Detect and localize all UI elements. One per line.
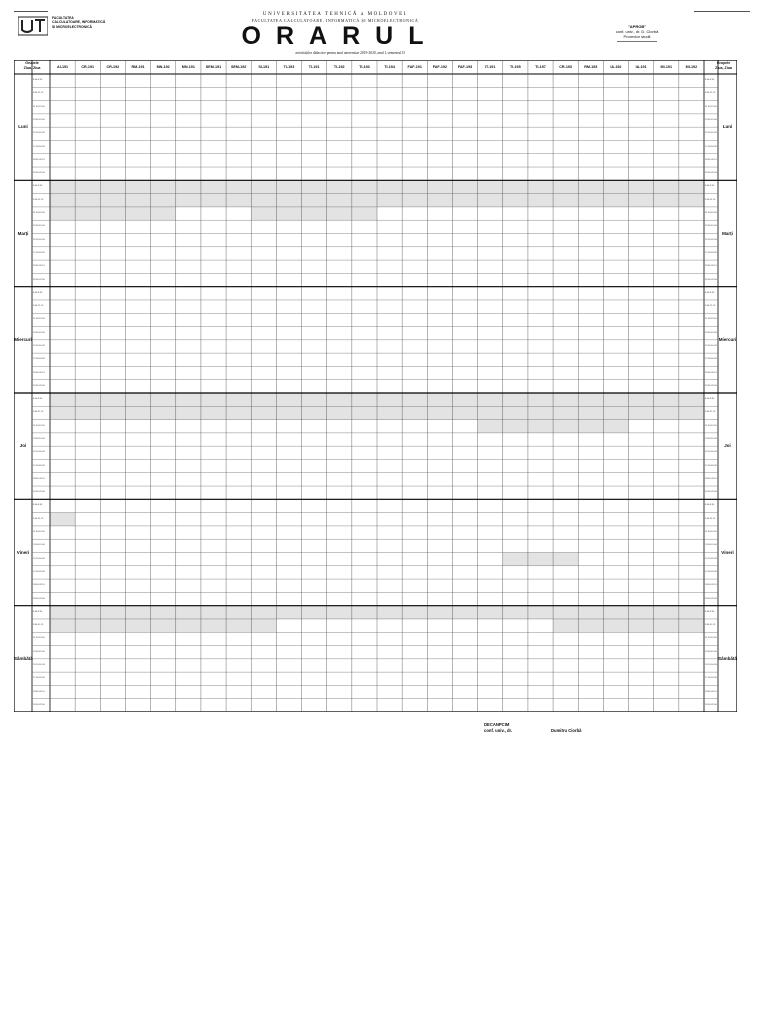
group-header: RM-193 — [584, 65, 598, 69]
time-slot-label: 8.00-9.30 — [705, 504, 715, 507]
time-slot-label: 9.45-11.15 — [33, 305, 44, 308]
day-label: Joi — [19, 443, 27, 449]
time-slot-label: 20.30-22.00 — [33, 597, 45, 600]
time-slot-label: 9.45-11.15 — [705, 624, 716, 627]
timetable-lines — [14, 60, 737, 712]
group-header: TI-197 — [535, 65, 546, 69]
time-slot-label: 11.30-13.00 — [705, 318, 717, 321]
group-header: MN-191 — [181, 65, 195, 69]
time-slot-label: 9.45-11.15 — [705, 198, 716, 201]
time-slot-label: 20.30-22.00 — [33, 703, 45, 706]
group-header: CR-193 — [559, 65, 572, 69]
day-label: Vineri — [721, 549, 734, 555]
time-slot-label: 8.00-9.30 — [705, 79, 715, 82]
time-slot-label: 17.00-18.30 — [705, 677, 717, 680]
time-slot-label: 17.00-18.30 — [33, 677, 45, 680]
approval-role: Prorector studii — [623, 34, 651, 39]
group-header: CR-192 — [106, 65, 120, 69]
time-slot-label: 15.15-16.45 — [705, 557, 717, 560]
group-header: FAF-191 — [407, 65, 422, 69]
group-header: TI-192 — [333, 65, 345, 69]
lecture-block — [50, 619, 276, 632]
time-slot-label: 9.45-11.15 — [33, 92, 44, 95]
time-slot-label: 20.30-22.00 — [705, 703, 717, 706]
dean-name: Dumitru Ciorbă — [551, 728, 582, 733]
time-slot-label: 9.45-11.15 — [33, 198, 44, 201]
time-slot-label: 15.15-16.45 — [33, 132, 45, 135]
group-header: MN-192 — [156, 65, 170, 69]
time-slot-label: 13.30-15.00 — [33, 225, 45, 228]
time-slot-label: 17.00-18.30 — [33, 358, 45, 361]
time-slot-label: 20.30-22.00 — [33, 278, 45, 281]
header-rule-right — [694, 11, 750, 12]
group-header: RM-191 — [131, 65, 145, 69]
time-slot-label: 18.45-20.15 — [705, 158, 717, 161]
logo-line-2: CALCULATOARE, INFORMATICĂ — [52, 20, 106, 25]
group-header: TI-194 — [384, 65, 395, 69]
time-slot-label: 8.00-9.30 — [705, 291, 715, 294]
time-slot-label: 8.00-9.30 — [33, 291, 43, 294]
time-slot-label: 11.30-13.00 — [33, 318, 45, 321]
time-slot-label: 17.00-18.30 — [705, 464, 717, 467]
time-slot-label: 17.00-18.30 — [33, 251, 45, 254]
day-label: Luni — [722, 124, 733, 130]
lecture-block — [251, 207, 377, 220]
time-slot-label: 9.45-11.15 — [33, 624, 44, 627]
time-slot-label: 20.30-22.00 — [33, 384, 45, 387]
time-slot-label: 13.30-15.00 — [33, 438, 45, 441]
group-header: IA-191 — [635, 65, 647, 69]
group-header: AI-191 — [57, 65, 69, 69]
time-slot-label: 15.15-16.45 — [705, 451, 717, 454]
time-slot-label: 13.30-15.00 — [33, 119, 45, 122]
signature-line — [617, 41, 657, 42]
group-header: MI-192 — [685, 65, 698, 69]
time-slot-label: 8.00-9.30 — [33, 185, 43, 188]
group-header: TI-195 — [510, 65, 521, 69]
time-slot-label: 18.45-20.15 — [705, 690, 717, 693]
time-slot-label: 9.45-11.15 — [705, 92, 716, 95]
time-slot-label: 8.00-9.30 — [705, 398, 715, 401]
time-slot-label: 18.45-20.15 — [33, 584, 45, 587]
time-slot-label: 15.15-16.45 — [33, 663, 45, 666]
time-slot-label: 13.30-15.00 — [705, 119, 717, 122]
dean-label: DECANPCIM — [484, 722, 510, 727]
time-slot-label: 18.45-20.15 — [33, 690, 45, 693]
time-slot-label: 13.30-15.00 — [33, 544, 45, 547]
time-slot-label: 17.00-18.30 — [705, 358, 717, 361]
time-slot-label: 15.15-16.45 — [33, 238, 45, 241]
time-slot-label: 13.30-15.00 — [33, 650, 45, 653]
logo-line-1: FACULTATEA — [52, 16, 74, 20]
time-slot-label: 11.30-13.00 — [33, 531, 45, 534]
time-slot-label: 11.30-13.00 — [705, 424, 717, 427]
day-label: Sâmbătă — [718, 655, 737, 661]
time-slot-label: 11.30-13.00 — [33, 105, 45, 108]
group-header: FAF-192 — [432, 65, 448, 69]
day-label: Miercuri — [14, 336, 32, 342]
time-slot-label: 17.00-18.30 — [705, 145, 717, 148]
time-slot-label: 18.45-20.15 — [33, 158, 45, 161]
day-label: Luni — [18, 124, 28, 130]
logo-line-3: ȘI MICROELECTRONICĂ — [52, 24, 92, 29]
time-slot-label: 8.00-9.30 — [33, 398, 43, 401]
time-slot-label: 17.00-18.30 — [33, 145, 45, 148]
time-slot-label: 20.30-22.00 — [33, 491, 45, 494]
university-logo — [18, 16, 48, 36]
time-slot-label: 18.45-20.15 — [33, 265, 45, 268]
time-slot-label: 18.45-20.15 — [705, 477, 717, 480]
group-header: SEM-191 — [205, 65, 222, 69]
time-slot-label: 18.45-20.15 — [705, 584, 717, 587]
day-label: Vineri — [16, 549, 30, 555]
time-slot-label: 9.45-11.15 — [705, 517, 716, 520]
time-slot-label: 13.30-15.00 — [705, 438, 717, 441]
group-header: MI-191 — [660, 65, 672, 69]
approval-label: "APROB" — [627, 24, 647, 29]
day-label: Sâmbătă — [14, 655, 33, 661]
time-slot-label: 20.30-22.00 — [33, 172, 45, 175]
time-slot-label: 13.30-15.00 — [705, 544, 717, 547]
university-name: UNIVERSITATEA TEHNICĂ a MOLDOVEI — [262, 12, 408, 17]
time-slot-label: 15.15-16.45 — [33, 451, 45, 454]
group-header: TI-191 — [308, 65, 320, 69]
group-header: TI-193 — [359, 65, 370, 69]
time-slot-label: 20.30-22.00 — [705, 491, 717, 494]
time-slot-label: 8.00-9.30 — [33, 610, 43, 613]
day-label: Marți — [722, 230, 733, 236]
time-slot-label: 8.00-9.30 — [705, 610, 715, 613]
time-slot-label: 17.00-18.30 — [33, 464, 45, 467]
time-slot-label: 18.45-20.15 — [33, 477, 45, 480]
dean-block — [484, 722, 512, 733]
corner-header-left: Grupele Ziua, Ziua — [23, 61, 41, 70]
time-slot-label: 11.30-13.00 — [705, 212, 717, 215]
time-slot-label: 13.30-15.00 — [33, 331, 45, 334]
time-slot-label: 9.45-11.15 — [33, 517, 44, 520]
time-slot-label: 18.45-20.15 — [705, 371, 717, 374]
time-slot-label: 20.30-22.00 — [705, 172, 717, 175]
day-label: Miercuri — [718, 336, 737, 342]
day-label: Joi — [724, 443, 731, 449]
time-slot-label: 13.30-15.00 — [705, 650, 717, 653]
approval-block — [592, 24, 682, 42]
time-slot-label: 8.00-9.30 — [705, 185, 715, 188]
time-slot-label: 13.30-15.00 — [705, 225, 717, 228]
time-slot-label: 15.15-16.45 — [705, 238, 717, 241]
lecture-block — [503, 553, 578, 566]
faculty-name: FACULTATEA CALCULATOARE, INFORMATICĂ ȘI MICROELECTRONICĂ — [251, 18, 419, 23]
approval-signatory: conf. univ., dr. D. Ciorbă — [615, 29, 659, 34]
time-slot-label: 17.00-18.30 — [33, 570, 45, 573]
time-slot-label: 18.45-20.15 — [33, 371, 45, 374]
day-label: Marți — [17, 230, 29, 236]
group-header: IA-192 — [610, 65, 622, 69]
group-header: TI-193 — [283, 65, 295, 69]
time-slot-label: 17.00-18.30 — [705, 570, 717, 573]
group-header: SI-191 — [258, 65, 270, 69]
time-slot-label: 8.00-9.30 — [33, 504, 43, 507]
time-slot-label: 15.15-16.45 — [705, 663, 717, 666]
header-rule-left — [14, 11, 48, 12]
time-slot-label: 11.30-13.00 — [705, 531, 717, 534]
time-slot-label: 9.45-11.15 — [705, 305, 716, 308]
page-subtitle: activităților didactice pentru anul universitar 2019-2020, anul I, semestrul II — [295, 51, 405, 55]
group-header: IT-191 — [484, 65, 496, 69]
group-header: CR-191 — [81, 65, 95, 69]
time-slot-label: 15.15-16.45 — [705, 132, 717, 135]
time-slot-label: 9.45-11.15 — [33, 411, 44, 414]
time-slot-label: 11.30-13.00 — [33, 637, 45, 640]
time-slot-label: 15.15-16.45 — [33, 344, 45, 347]
lecture-block — [50, 513, 75, 526]
time-slot-label: 20.30-22.00 — [705, 597, 717, 600]
time-slot-label: 11.30-13.00 — [705, 105, 717, 108]
lecture-block — [50, 207, 176, 220]
corner-header-right: Grupele Ziua, Ziua — [715, 61, 732, 70]
time-slot-label: 11.30-13.00 — [33, 424, 45, 427]
time-slot-label: 8.00-9.30 — [33, 79, 43, 82]
timetable-grid — [14, 60, 737, 712]
time-slot-label: 17.00-18.30 — [705, 251, 717, 254]
time-slot-label: 20.30-22.00 — [705, 384, 717, 387]
time-slot-label: 15.15-16.45 — [705, 344, 717, 347]
time-slot-label: 9.45-11.15 — [705, 411, 716, 414]
faculty-logo-text — [52, 16, 105, 29]
dean-role: conf. univ., dr. — [484, 727, 513, 733]
time-slot-label: 15.15-16.45 — [33, 557, 45, 560]
time-slot-label: 11.30-13.00 — [33, 212, 45, 215]
group-header: FAF-193 — [457, 65, 473, 69]
group-header: SEM-192 — [230, 65, 247, 69]
time-slot-label: 18.45-20.15 — [705, 265, 717, 268]
time-slot-label: 11.30-13.00 — [705, 637, 717, 640]
time-slot-label: 20.30-22.00 — [705, 278, 717, 281]
time-slot-label: 13.30-15.00 — [705, 331, 717, 334]
page-title: ORARUL — [241, 22, 439, 50]
